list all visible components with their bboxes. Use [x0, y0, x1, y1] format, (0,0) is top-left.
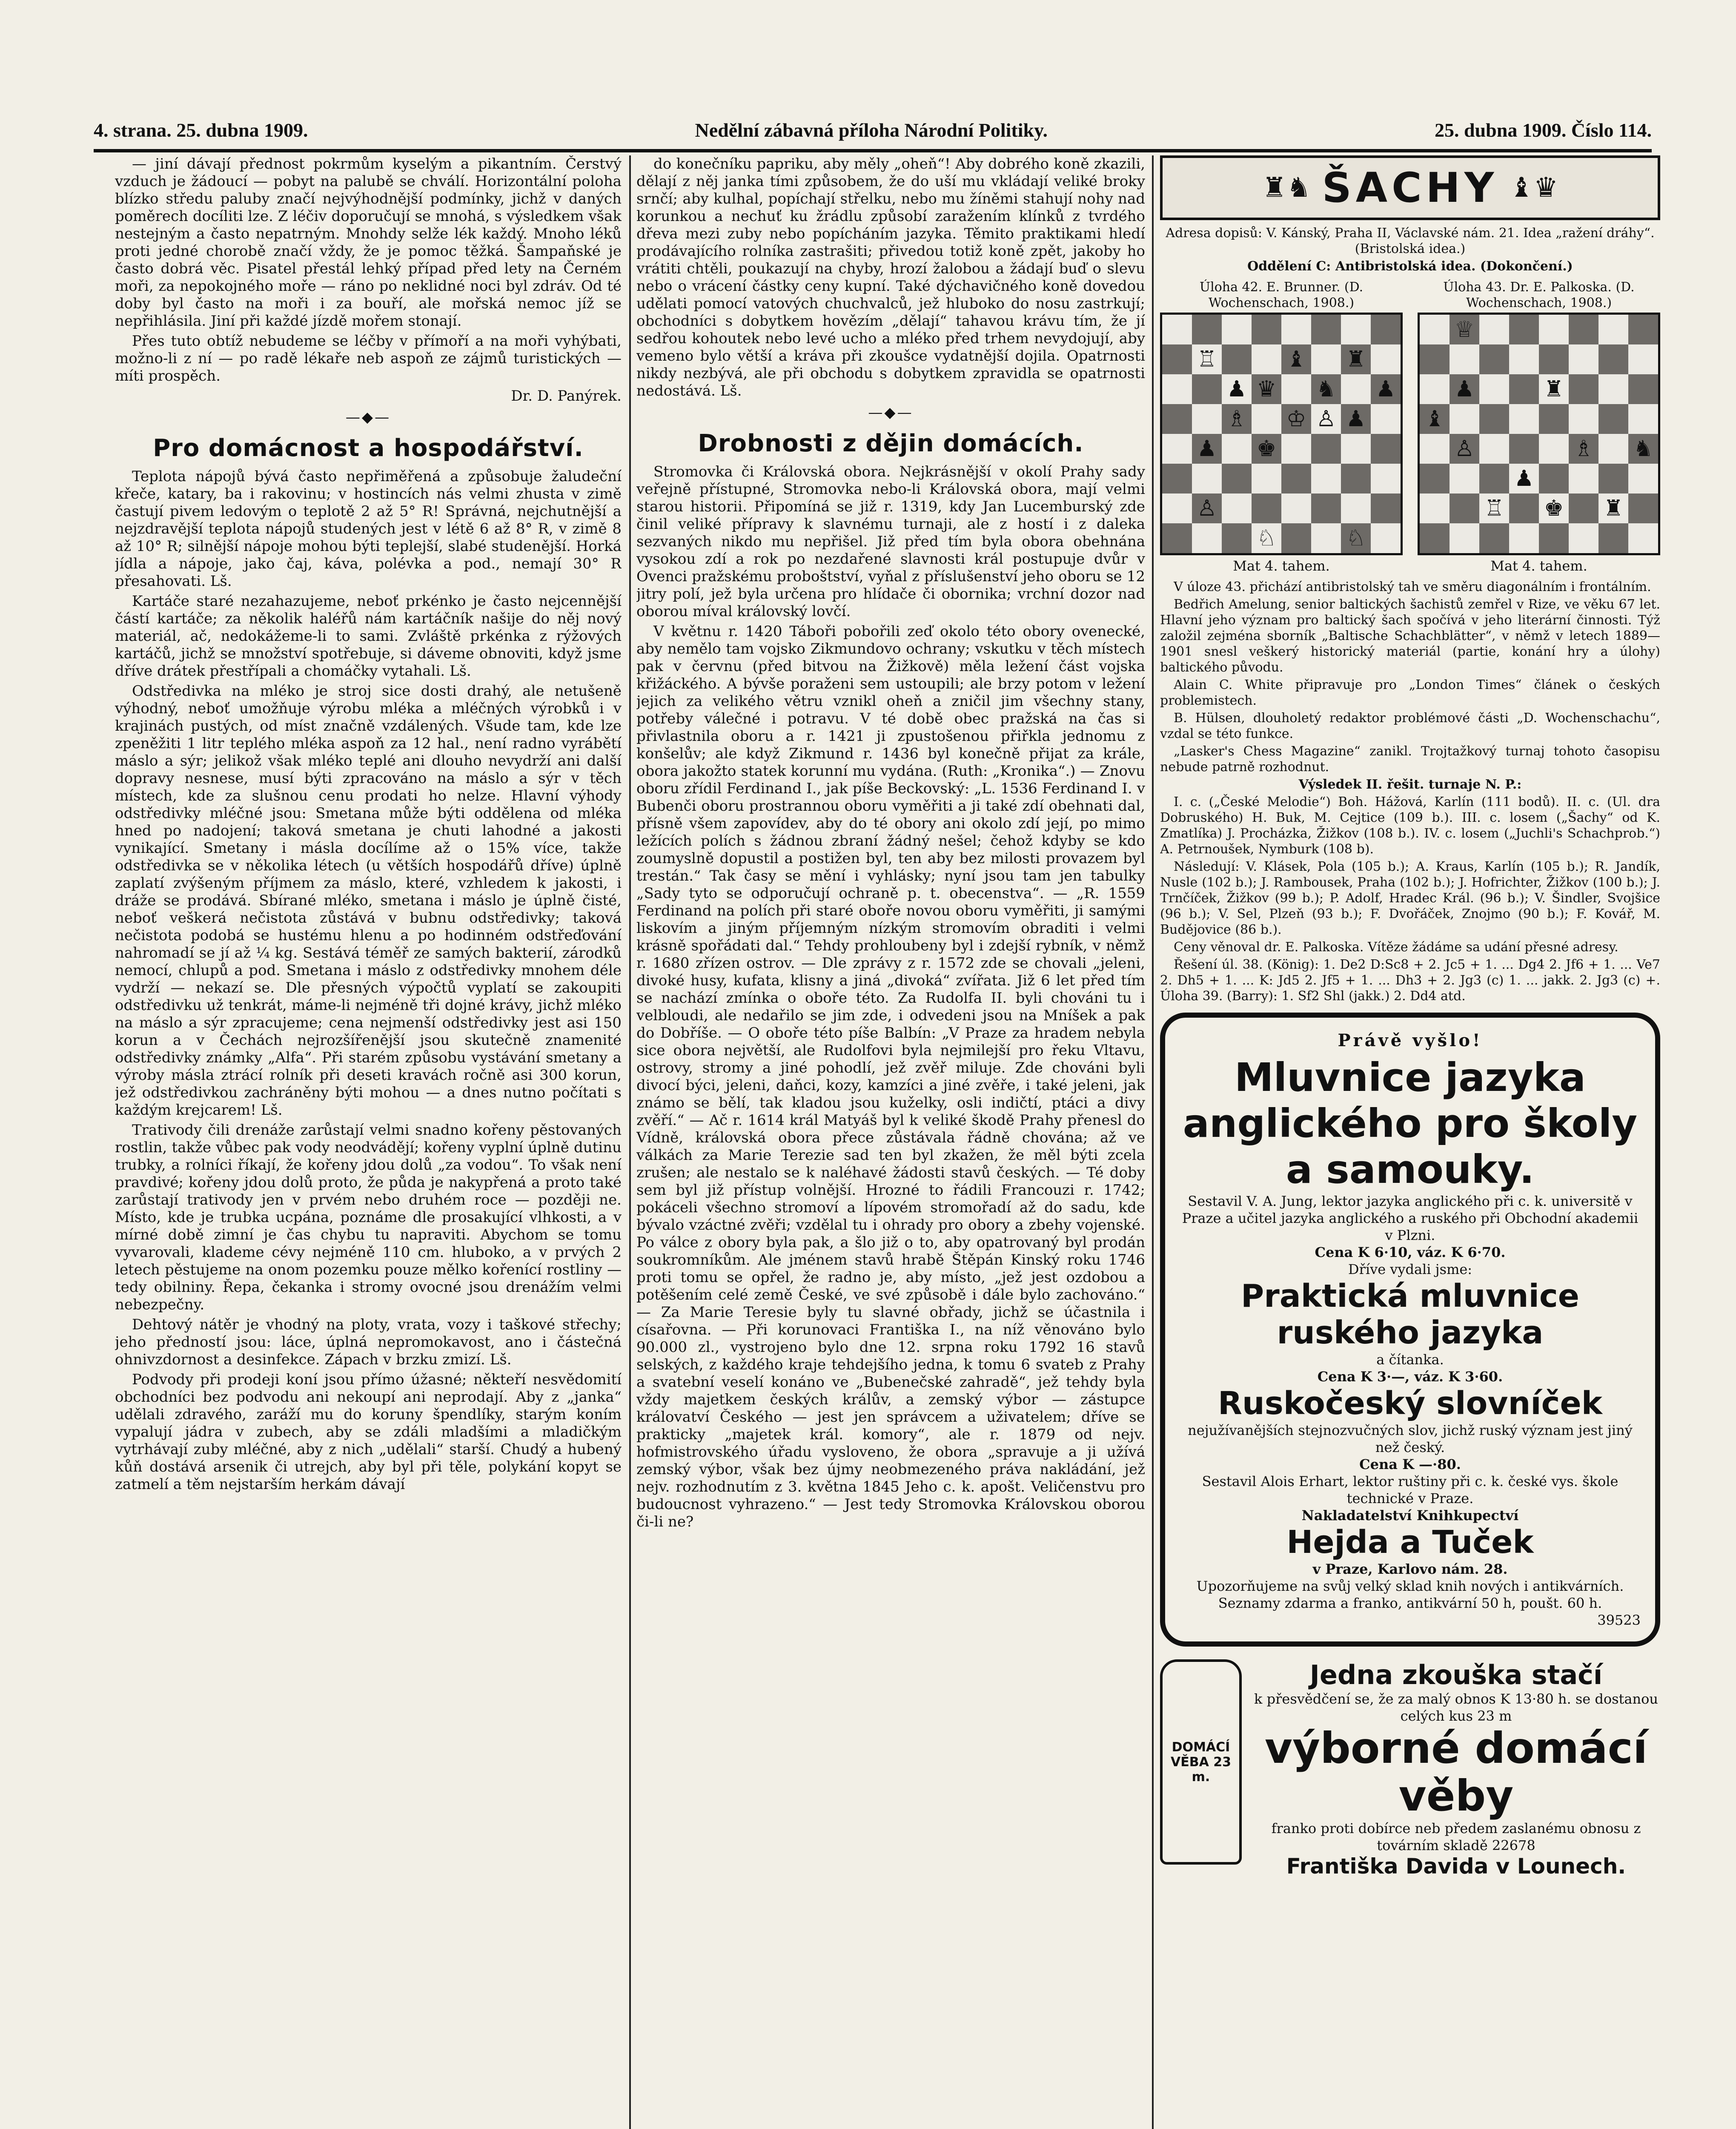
chess-square: [1162, 315, 1192, 344]
chess-square: [1341, 344, 1371, 374]
chess-square: [1479, 434, 1509, 464]
chess-square: [1479, 344, 1509, 374]
chess-square: [1371, 523, 1401, 553]
chess-paragraph: Ceny věnoval dr. E. Palkoska. Vítěze žádáme sa udání přesné adresy.: [1174, 940, 1619, 955]
chess-square: [1539, 523, 1569, 553]
column-2: [636, 155, 1145, 2129]
ad-address: v Praze, Karlovo nám. 28.: [1312, 1561, 1508, 1577]
chess-square: [1252, 344, 1281, 374]
chess-square: [1281, 374, 1311, 404]
ad-text: Nakladatelství Knihkupectví: [1301, 1507, 1519, 1524]
chess-square: [1569, 374, 1598, 404]
ad-text: nejužívanějších stejnozvučných slov, jichž ruský význam jest jiný než český.: [1188, 1422, 1633, 1455]
chess-square: [1311, 404, 1341, 434]
chess-piece-icon: ♟: [1197, 436, 1217, 462]
chess-square: [1222, 374, 1252, 404]
chess-square: [1450, 315, 1479, 344]
chess-square: [1598, 374, 1628, 404]
chess-pieces-icon: ♝♛: [1509, 172, 1558, 204]
header-rule: [94, 149, 1652, 152]
chess-square: [1598, 494, 1628, 523]
chess-square: [1569, 464, 1598, 494]
chess-square: [1420, 374, 1450, 404]
chess-piece-icon: ♜: [1544, 376, 1564, 402]
chess-square: [1450, 523, 1479, 553]
chess-square: [1598, 464, 1628, 494]
chess-square: [1539, 344, 1569, 374]
chess-square: [1509, 315, 1539, 344]
chess-square: [1371, 315, 1401, 344]
chess-square: [1628, 344, 1658, 374]
chess-square: [1539, 464, 1569, 494]
chess-piece-icon: ♗: [1573, 436, 1594, 462]
chess-piece-icon: ♙: [1316, 406, 1336, 432]
chess-square: [1371, 434, 1401, 464]
chess-square: [1628, 464, 1658, 494]
chess-piece-icon: ♟: [1346, 406, 1366, 432]
chess-square: [1162, 464, 1192, 494]
chess-square: [1539, 494, 1569, 523]
column-divider: [629, 155, 631, 2129]
ad-text: Sestavil Alois Erhart, lektor ruštiny při c. k. české vys. škole technické v Praze.: [1202, 1473, 1619, 1506]
chess-square: [1420, 434, 1450, 464]
chess-square: [1222, 404, 1252, 434]
chess-square: [1162, 344, 1192, 374]
chess-square: [1628, 434, 1658, 464]
chess-board: [1160, 313, 1403, 555]
section-heading: Pro domácnost a hospodářství.: [153, 434, 584, 462]
chess-piece-icon: ♟: [1375, 376, 1396, 402]
chess-square: [1420, 494, 1450, 523]
chess-square: [1598, 434, 1628, 464]
chess-paragraph: V úloze 43. přichází antibristolský tah ve směru diagonálním i frontálním.: [1174, 580, 1651, 594]
article-paragraph: Teplota nápojů bývá často nepřiměřená a způsobuje žaludeční křeče, katary, ba i rakovinu; v hostincích nás velmi zhusta v zimě častují pivem ledovým o teplotě 2 až 5° R! Správná, nejchutnější a nejzdravější teplota nápojů studených jest v létě 6 až 8° R, v zimě 8 až 10° R; silnější nápoje mohou býti teplejší, slabé studenější. Horká jídla a nápoje, jako čaj, káva, polévka a pod., nemají 30° R přesahovati. Lš.: [115, 468, 622, 590]
ad-publisher: Hejda a Tuček: [1286, 1524, 1534, 1561]
chess-square: [1420, 523, 1450, 553]
chess-square: [1281, 523, 1311, 553]
chess-paragraph: Výsledek II. řešit. turnaje N. P.:: [1298, 777, 1522, 792]
chess-square: [1311, 374, 1341, 404]
chess-pieces-icon: ♜♞: [1262, 172, 1311, 204]
chess-piece-icon: ♘: [1346, 525, 1366, 551]
chess-square: [1311, 434, 1341, 464]
header-left: 4. strana. 25. dubna 1909.: [94, 119, 308, 141]
chess-square: [1252, 494, 1281, 523]
chess-piece-icon: ♕: [1454, 317, 1475, 342]
article-paragraph: Podvody při prodeji koní jsou přímo úžasné; někteří nesvědomití obchodníci bez podvodu ani nekoupí ani neprodají. Aby z „janka“ udělali zdravého, zaráží mu do koruny špendlíky, starým koním vypalují jádra v zubech, aby se zdáli mladšími a mladičkým vytrhávají zuby mléčné, aby z nich „udělali“ starší. Chudý a hubený kůň dostává arsenik či utrejch, aby byl při těle, polykání kopyt se zatmelí a těm nejstarším herkám dávají: [115, 1371, 622, 1493]
mate-label: Mat 4. tahem.: [1490, 558, 1587, 574]
chess-piece-icon: ♙: [1197, 496, 1217, 521]
advertisement-fabric: [1160, 1659, 1660, 1879]
ornament-divider: —◆—: [345, 409, 391, 426]
chess-paragraph: B. Hülsen, dlouholetý redaktor problémové části „D. Wochenschachu“, vzdal se této funkce.: [1160, 711, 1660, 741]
chess-square: [1341, 494, 1371, 523]
problem-caption: Úloha 42. E. Brunner. (D. Wochenschach, 1908.): [1199, 280, 1364, 310]
chess-square: [1252, 404, 1281, 434]
chess-section: Oddělení C: Antibristolská idea. (Dokončení.): [1247, 259, 1573, 274]
column-1: [115, 155, 622, 2129]
chess-piece-icon: ♞: [1316, 376, 1336, 402]
chess-square: [1162, 494, 1192, 523]
chess-piece-icon: ♗: [1226, 406, 1247, 432]
chess-square: [1311, 315, 1341, 344]
ad-text: Upozorňujeme na svůj velký sklad knih nových i antikvárních. Seznamy zdarma a franko, antikvární 50 h, poušt. 60 h.: [1196, 1578, 1624, 1611]
author-signature: Dr. D. Panýrek.: [511, 387, 622, 405]
chess-problem-43: [1418, 279, 1660, 574]
ad-price: Cena K 6·10, váz. K 6·70.: [1315, 1244, 1506, 1260]
chess-square: [1341, 464, 1371, 494]
ad-price: Cena K —·80.: [1359, 1456, 1461, 1472]
chess-square: [1509, 374, 1539, 404]
chess-square: [1222, 494, 1252, 523]
chess-square: [1252, 523, 1281, 553]
chess-square: [1420, 464, 1450, 494]
article-paragraph: Stromovka či Královská obora. Nejkrásnější v okolí Prahy sady veřejně přístupné, Stromovka nebo-li Královská obora, mají velmi starou historii. Připomíná se již r. 1319, kdy Jan Lucemburský zde činil veliké přípravy k slavnému turnaji, ale z hostí i z daleka sezvaných nikdo mu nepřišel. Již před tím byla obora obehnána vysokou zdí a rok po nezdařené slavnosti král postupuje dvůr v Ovenci pražskému proboštství, vyňal z příslušenství jeho oboru se 12 jitry polí, jež byla určena pro hlídače či obornika; vrchní dozor nad oborou míval královský lovčí.: [636, 463, 1145, 620]
column-divider: [1152, 155, 1154, 2129]
chess-paragraph: Řešení úl. 38. (König): 1. De2 D:Sc8 + 2. Jc5 + 1. ... Dg4 2. Jf6 + 1. ... Ve7 2. Dh5 + 1. ... K: Jd5 2. Jf5 + 1. ... Dh3 + 2. Jg3 (c) 1. ... jakk. 2. Jg3 (c) +. Úloha 39. (Barry): 1. Sf2 Shl (jakk.) 2. Dd4 atd.: [1160, 957, 1660, 1004]
chess-square: [1281, 404, 1311, 434]
chess-square: [1311, 344, 1341, 374]
ornament-divider: —◆—: [868, 404, 914, 421]
chess-paragraph: Následují: V. Klásek, Pola (105 b.); A. Kraus, Karlín (105 b.); R. Jandík, Nusle (102 b.); J. Rambousek, Praha (102 b.); J. Hofrichter, Žižkov (100 b.); J. Trnčíček, Žižkov (99 b.); P. Adolf, Hradec Král. (96 b.); V. Šindler, Svojšice (96 b.); V. Sel, Plzeň (93 b.); F. Dvořáček, Znojmo (90 b.); F. Kovář, M. Budějovice (86 b.).: [1160, 859, 1660, 937]
chess-square: [1281, 494, 1311, 523]
chess-square: [1281, 434, 1311, 464]
chess-problem-42: [1160, 279, 1403, 574]
chess-piece-icon: ♚: [1544, 496, 1564, 521]
ad-text: Sestavil V. A. Jung, lektor jazyka anglického při c. k. universitě v Praze a učitel jazyka anglického a ruského při Obchodní akademii v Plzni.: [1182, 1193, 1639, 1243]
chess-square: [1311, 464, 1341, 494]
chess-square: [1509, 404, 1539, 434]
advertisement-books: [1160, 1013, 1660, 1647]
chess-square: [1341, 374, 1371, 404]
chess-paragraph: Bedřich Amelung, senior baltických šachistů zemřel v Rize, ve věku 67 let. Hlavní jeho význam pro baltický šach spočívá v jeho literární činnosti. Týž založil zejména sborník „Baltische Schachblätter“, v němž v letech 1889—1901 snesl veškerý historický materiál (partie, konání hry a úlohy) baltického původu.: [1160, 597, 1660, 675]
chess-square: [1628, 523, 1658, 553]
chess-square: [1450, 464, 1479, 494]
chess-square: [1341, 404, 1371, 434]
section-heading: Drobnosti z dějin domácích.: [698, 430, 1084, 457]
chess-square: [1222, 315, 1252, 344]
chess-square: [1281, 315, 1311, 344]
chess-square: [1479, 404, 1509, 434]
chess-piece-icon: ♝: [1286, 347, 1306, 372]
chess-piece-icon: ♘: [1256, 525, 1277, 551]
chess-square: [1162, 404, 1192, 434]
chess-paragraph: I. c. („České Melodie“) Boh. Hážová, Karlín (111 bodů). II. c. (Ul. dra Dobruského) H. Buk, M. Cejtice (109 b.). III. c. losem („Šachy“ od K. Zmatlíka) J. Procházka, Žižkov (108 b.). IV. c. losem („Juchli's Schachprob.“) A. Petrnoušek, Nymburk (108 b).: [1160, 795, 1660, 857]
ad-title: Mluvnice jazyka anglického pro školy a samouky.: [1183, 1055, 1638, 1192]
ad-text: k přesvědčení se, že za malý obnos K 13·80 h. se dostanou celých kus 23 m: [1254, 1691, 1658, 1724]
chess-square: [1450, 494, 1479, 523]
chess-address: Adresa dopisů: V. Kánský, Praha II, Václavské nám. 21. Idea „ražení dráhy“. (Bristolská idea.): [1166, 226, 1655, 256]
chess-square: [1479, 494, 1509, 523]
problem-caption: Úloha 43. Dr. E. Palkoska. (D. Wochenschach, 1908.): [1443, 280, 1635, 310]
fabric-roll-icon: [1160, 1659, 1242, 1865]
chess-square: [1628, 404, 1658, 434]
chess-square: [1420, 315, 1450, 344]
chess-square: [1192, 315, 1222, 344]
chess-square: [1311, 494, 1341, 523]
chess-square: [1450, 374, 1479, 404]
header-right: 25. dubna 1909. Číslo 114.: [1435, 119, 1652, 141]
chess-square: [1450, 344, 1479, 374]
chess-piece-icon: ♜: [1603, 496, 1624, 521]
article-paragraph: Kartáče staré nezahazujeme, neboť prkénko je často nejcennější částí kartáče; za několik haléřů nám kartáčník našije do něj nový materiál, ač, nedokážeme-li to sami. Zvláště prkénka z rýžových kartáčů, jichž se množství spotřebuje, si dáveme obnoviti, když jsme dříve drátek přestřípali a chomáčky vytahali. Lš.: [115, 593, 622, 680]
chess-board: [1418, 313, 1660, 555]
chess-square: [1569, 404, 1598, 434]
header-center: Nedělní zábavná příloha Národní Politiky.: [695, 119, 1048, 141]
chess-square: [1371, 374, 1401, 404]
ad-title: Ruskočeský slovníček: [1218, 1385, 1602, 1422]
ad-title: Praktická mluvnice ruského jazyka: [1241, 1278, 1579, 1351]
column-3: [1160, 155, 1660, 2129]
chess-problems: [1160, 279, 1660, 574]
chess-square: [1539, 404, 1569, 434]
chess-square: [1509, 523, 1539, 553]
chess-square: [1569, 494, 1598, 523]
article-paragraph: V květnu r. 1420 Táboři pobořili zeď okolo této obory ovenecké, aby nemělo tam vojsko Zikmundovo ochrany; vskutku v těch místech pak v červnu (před bitvou na Žižkově) měla ležení část vojska křižáckého. A bývše poraženi sem ustoupili; ale brzy potom v ležení jejich za velikého větru vznikl oheň a zničil jim všechny stany, potřeby válečné i potravu. V té době obec pražská na čas si přivlastnila oboru a r. 1421 ji zpustošenou přiřkla jednomu z konšelův; ale když Zikmund r. 1436 byl konečně přijat za krále, obora jakožto statek korunní mu vydána. (Ruth: „Kronika“.) — Znovu oboru zřídil Ferdinand I., jak píše Beckovský: „L. 1536 Ferdinand I. v Bubenči oboru prostrannou oboru vyměřiti a ji také zdí obehnati dal, přísně všem zapovídev, aby do té obory ani okolo zdí její, po mimo ležících polích s žádnou zbraní žádný nešel; čehož kdyby se kdo zoumyslně dopustil a postižen byl, ten aby bez milosti provazem byl trestán.“ Tak časy se mění i vyhlásky; nyní jsou tam jen tabulky „Sady tyto se odporučují ochraně p. t. obecenstva“. — „R. 1559 Ferdinand na polích při staré oboře novou oboru vyměřiti, ji samými liskovím a jiným příjemným nízkým stromovím obraditi i velmi krásně spořádati dal.“ Tehdy prohloubeny byl i zdejší rybník, v němž r. 1680 zřízen ostrov. — Dle zprávy z r. 1572 zde se chovali „jeleni, divoké husy, kufata, klisny a jiná „divoká“ zvířata. Již 6 let před tím se nachází zmínka o oboře této. Za Rudolfa II. byli chováni tu i velbloudi, ale nedařilo se jim zde, i odvedeni jsou na Mníšek a pak do Dobříše. — O oboře této píše Balbín: „V Praze za hradem nebyla sice obora největší, ale Rudolfovi byla nejmilejší pro řeku Vltavu, ostrovy, stromy a jiné pohodlí, jež zvěř miluje. Zde chováni byli divocí býci, jeleni, daňci, kozy, kamzíci a jiné zvěře, i také jeleni, jak známo se bělí, tak kladou jsou kuželky, osli indičtí, ptáci a divy zvěří.“ — Ač r. 1614 král Matyáš byl k veliké škodě Prahy přenesl do Vídně, královská obora přece zůstávala řádně chována; až ve válkách za Marie Terezie sad ten byl zkažen, že měl býti zcela zrušen; ale nestalo se k naléhavé žádosti stavů českých. — Té doby sem byl již přístup volnější. Hrozné to řádili Francouzi r. 1742; pokáceli všechno stromoví a lípovém stromořadí až do sadu, kde bývalo vzáctné zvěři; vzdělal tu i ohrady pro obory a zbehy vojenské. Po válce z obory byla pak, a šlo již o to, aby opatrovaný byl prodán soukromníkům. Ale jménem stavů hrabě Štěpán Kinský roku 1746 proti tomu se opřel, že radno je, aby místo, „jež jest ozdobou a potěšením celé země České, ve své způsobě i dále bylo zachováno.“ — Za Marie Teresie byly tu slavné obřady, jichž se účastnila i císařovna. — Při korunovaci Františka I., na níž věnováno bylo 90.000 zl., vystrojeno bylo dne 12. srpna roku 1792 16 stavů selských, z každého kraje tehdejšího jedna, k tomu 6 svateb z Prahy a svatební veselí konáno ve „Bubenečské zahradě“, jež tehdy byla vždy majetkem českých králův, a zemský výbor — zástupce královatví Českého — jest jen správcem a uživatelem; dříve se prakticky „majetek král. komory“, ale r. 1879 od nejv. hofmistrovského úřadu vysloveno, že obora „spravuje a ji užívá zemský výbor, však bez újmy neobmezeného práva nakládání, jež nejv. rozhodnutím z 3. května 1845 Jeho c. k. apošt. Veličenstvu pro budoucnost vyhrazeno.“ — Jest tedy Stromovka Královskou oborou či-li ne?: [636, 623, 1145, 1530]
chess-square: [1281, 464, 1311, 494]
chess-square: [1222, 434, 1252, 464]
ad-firm: Františka Davida v Lounech.: [1286, 1854, 1626, 1879]
chess-square: [1162, 434, 1192, 464]
chess-square: [1628, 315, 1658, 344]
chess-square: [1371, 494, 1401, 523]
chess-piece-icon: ♔: [1286, 406, 1306, 432]
chess-square: [1598, 315, 1628, 344]
chess-square: [1479, 315, 1509, 344]
chess-square: [1252, 434, 1281, 464]
page-header: [94, 115, 1652, 145]
ad-kicker: Právě vyšlo!: [1338, 1030, 1483, 1050]
chess-square: [1420, 404, 1450, 434]
chess-square: [1628, 494, 1658, 523]
chess-square: [1162, 374, 1192, 404]
chess-square: [1222, 344, 1252, 374]
chess-piece-icon: ♙: [1454, 436, 1475, 462]
chess-paragraph: „Lasker's Chess Magazine“ zanikl. Trojtažkový turnaj tohoto časopisu nebude patrně rozhodnut.: [1160, 744, 1660, 775]
chess-square: [1420, 344, 1450, 374]
chess-square: [1252, 464, 1281, 494]
chess-square: [1371, 404, 1401, 434]
chess-paragraph: Alain C. White připravuje pro „London Times“ článek o českých problemistech.: [1160, 677, 1660, 708]
article-paragraph: Odstředivka na mléko je stroj sice dosti drahý, ale netušeně výhodný, neboť umožňuje výrobu mléka a mléčných výrobků i v krajinách pustých, od míst značně vzdálených. Všude tam, kde lze zpeněžiti 1 litr teplého mléka aspoň za 12 hal., není radno vyrábětí máslo a sýr; jelikož však mléko teplé ani dlouho nevydrží ani další dopravy nesnese, musí býti zpracováno na máslo a sýr v těch místech, kde za slušnou cenu prodati ho nelze. Hlavní výhody odstředivky mléčné jsou: Smetana může býti oddělena od mléka hned po nadojení; taková smetana je chuti lahodné a jakosti vynikající. Smetany i másla docílíme až o 15% více, takže odstředivka se v několika létech (u větších hospodářů dříve) úplně zaplatí zvýšeným příjmem za máslo, které, vzhledem k jakosti, i dráže se prodává. Sbírané mléko, smetana i máslo je úplně čisté, neboť veškerá nečistota zůstává v bubnu odstředivky; taková nečistota podobá se hustému hlenu a po hodinném odstřeďování nahromadí se jí až ¼ kg. Sestává téměř ze samých bakterií, zárodků nemocí, chlupů a pod. Smetana i máslo z odstředivky mnohem déle vydrží — nekazí se. Dle přesných výpočtů vyplatí se zakoupiti odstředivku už tenkrát, máme-li nejméně tři dojné krávy, jichž mléko na máslo a sýr zpracujeme; cena nejmenší odstředivky jest asi 150 korun a v Čechách nejrozšířenější jsou skutečně znamenité odstředivky známky „Alfa“. Při starém způsobu vystávání smetany a výroby másla ztrácí rolník při deseti kravách ročně asi 300 korun, jež odstředivkou zachráněny býti mohou — a dnes nutno počítati s každým krejcarem! Lš.: [115, 683, 622, 1119]
chess-square: [1252, 315, 1281, 344]
chess-title: ŠACHY: [1322, 164, 1498, 212]
chess-square: [1222, 464, 1252, 494]
article-paragraph: Přes tuto obtíž nebudeme se léčby v přímoří a na moři vyhýbati, možno-li z ní — po radě lékaře neb aspoň ze zájmů turistických — míti prospěch.: [115, 333, 622, 384]
article-paragraph: — jiní dávají přednost pokrmům kyselým a pikantním. Čerstvý vzduch je žádoucí — pobyt na palubě se chválí. Horizontální poloha blízko středu paluby značí nejvýhodnější podmínky, jichž v daných poměrech docíliti lze. Z léčiv doporučují se mnohá, s výsledkem však nestejným a často nepatrným. Mnohdy selže lék každý. Mnoho léků proti jedné chorobě značí vždy, že je pomoc těžká. Šampaňské je často dobrá věc. Pisatel přestál lehký případ před lety na Černém moři, za nepokojného moře — ráno po neklidné noci byl zdráv. Od té doby byl často na moři i za bouří, ale mořská nemoc jíž se nepřihlásila. Jiní při každé jízdě mořem stonají.: [115, 155, 622, 330]
ad-price: Cena K 3·—, váz. K 3·60.: [1317, 1369, 1503, 1385]
chess-square: [1569, 523, 1598, 553]
chess-square: [1192, 494, 1222, 523]
chess-square: [1192, 434, 1222, 464]
chess-piece-icon: ♛: [1256, 376, 1277, 402]
chess-square: [1569, 344, 1598, 374]
chess-square: [1192, 344, 1222, 374]
chess-square: [1311, 523, 1341, 553]
chess-piece-icon: ♝: [1424, 406, 1445, 432]
chess-piece-icon: ♖: [1197, 347, 1217, 372]
chess-square: [1371, 464, 1401, 494]
chess-square: [1450, 434, 1479, 464]
chess-square: [1479, 464, 1509, 494]
chess-square: [1192, 523, 1222, 553]
article-paragraph: Trativody čili drenáže zarůstají velmi snadno kořeny pěstovaných rostlin, takže vůbec pak vody neodvádějí; kořeny vyplní úplně dutinu trubky, a rolníci říkají, že kořeny jdou dolů „za vodou“. To však není pravdivé; kořeny jdou dolů proto, že půda je nakypřená a proto také zarůstají trativody jen v prvém nebo druhém roce — později ne. Místo, kde je trubka ucpána, poznáme dle prosakující vlhkosti, a v mírné době zimní je čas chybu tu napraviti. Abychom se tomu vyvarovali, klademe cévy nejméně 110 cm. hluboko, a v prvých 2 letech pěstujeme na onom pozemku pouze mělko kořenící rostliny — tedy obilniny. Řepa, čekanka i stromy ovocné jsou drenážím velmi nebezpečny.: [115, 1122, 622, 1313]
chess-square: [1598, 523, 1628, 553]
chess-square: [1479, 523, 1509, 553]
chess-piece-icon: ♖: [1484, 496, 1504, 521]
chess-square: [1341, 523, 1371, 553]
ad-text: a čítanka.: [1376, 1351, 1444, 1368]
ad-title: Jedna zkouška stačí: [1309, 1659, 1603, 1690]
ad-text-block: [1252, 1659, 1660, 1879]
chess-square: [1281, 344, 1311, 374]
bottle-label: DOMÁCÍ VĚBA 23 m.: [1171, 1739, 1231, 1785]
chess-square: [1598, 404, 1628, 434]
chess-square: [1628, 374, 1658, 404]
ad-code: 39523: [1597, 1612, 1641, 1628]
chess-square: [1539, 374, 1569, 404]
chess-square: [1341, 434, 1371, 464]
chess-square: [1222, 523, 1252, 553]
article-paragraph: Dehtový nátěr je vhodný na ploty, vrata, vozy i taškové střechy; jeho předností jsou: láce, úplná nepromokavost, ano i částečná ohnivzdornost a desinfekce. Zápach v brzku zmizí. Lš.: [115, 1316, 622, 1368]
chess-square: [1192, 404, 1222, 434]
chess-banner: [1160, 155, 1660, 220]
ad-title: výborné domácí věby: [1264, 1723, 1648, 1821]
chess-square: [1509, 494, 1539, 523]
chess-square: [1509, 344, 1539, 374]
chess-piece-icon: ♟: [1454, 376, 1475, 402]
mate-label: Mat 4. tahem.: [1233, 558, 1330, 574]
chess-square: [1341, 315, 1371, 344]
chess-square: [1162, 523, 1192, 553]
ad-text: Dříve vydali jsme:: [1348, 1261, 1472, 1277]
chess-square: [1569, 315, 1598, 344]
chess-square: [1569, 434, 1598, 464]
ad-text: franko proti dobírce neb předem zaslanému obnosu z továrním skladě 22678: [1271, 1820, 1641, 1854]
chess-square: [1371, 344, 1401, 374]
chess-square: [1450, 404, 1479, 434]
chess-piece-icon: ♟: [1226, 376, 1247, 402]
article-paragraph: do konečníku papriku, aby měly „oheň“! Aby dobrého koně zkazili, dělají z něj janka tími způsobem, že do uší mu vkládají veliké broky srnčí; aby kulhal, popíchají střelku, nebo mu žíněmi stahují nohy nad korunkou a nechuť ku žrádlu způsobí zaražením klínků z tvrdého dřeva mezi zuby nebo popícháním jazyka. Těmito praktikami hledí prodávajícího rolníka zastrašiti; přivedou totiž koně zpět, jakoby ho vrátiti chtěli, poukazují na chyby, hrozí žalobou a žádají buď o slevu nebo o vrácení částky ceny kupní. Také dýchavičného koně dovedou udělati pomocí vatových chuchvalců, jež hluboko do nosu zastrkují; obchodníci s dobytkem hovězím „dělají“ tahavou krávu tím, že jí sedřou kohoutek nebo levé ucho a mléko před trhem nevydojují, aby vemeno bylo větší a kráva při zkoušce vydatnější dojila. Opatrnosti nikdy nezbývá, ale při obchodu s dobytkem zpravidla se opatrnosti nedostává. Lš.: [636, 155, 1145, 399]
chess-square: [1192, 374, 1222, 404]
chess-square: [1598, 344, 1628, 374]
chess-piece-icon: ♜: [1346, 347, 1366, 372]
chess-square: [1539, 434, 1569, 464]
chess-square: [1509, 464, 1539, 494]
chess-piece-icon: ♟: [1514, 466, 1534, 491]
chess-square: [1509, 434, 1539, 464]
chess-square: [1252, 374, 1281, 404]
chess-piece-icon: ♞: [1633, 436, 1653, 462]
chess-piece-icon: ♚: [1256, 436, 1277, 462]
chess-square: [1539, 315, 1569, 344]
chess-square: [1192, 464, 1222, 494]
chess-square: [1479, 374, 1509, 404]
